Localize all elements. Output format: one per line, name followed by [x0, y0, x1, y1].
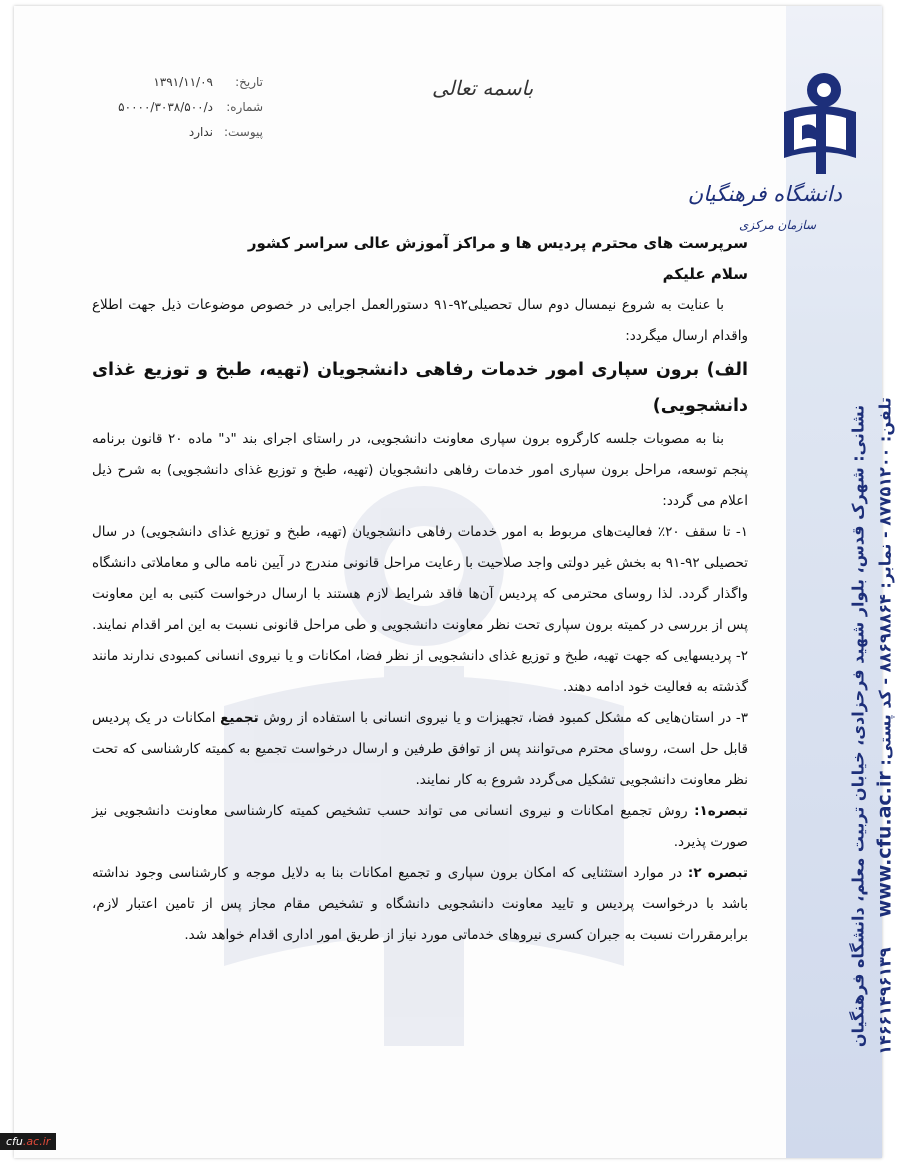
item-1: ۱- تا سقف ۲۰٪ فعالیت‌های مربوط به امور خدمات رفاهی دانشجویان (تهیه، طبخ و توزیع غذای دانشجویی) در سال تحصیلی ۹۲-۹۱ به بخش غیر دولتی واجد صلاحیت با رعایت مراحل قانونی مندرج در آیین نامه مالی و معاملاتی دانشگاه واگذار گردد. لذا روسای محترمی که پردیس آن‌ها فاقد شرایط لازم هستند با ارسال درخواست کتبی به این معاونت پس از بررسی در کمیته برون سپاری تحت نظر معاونت دانشجویی و طی مراحل قانونی نسبت به این امر اقدام نمایند.: [92, 524, 749, 633]
badge-main: cfu: [6, 1135, 23, 1148]
letter-meta: [78, 70, 263, 145]
date-label: تاریخ:: [235, 75, 263, 89]
date-value: ۱۳۹۱/۱۱/۰۹: [153, 75, 213, 89]
website-link[interactable]: www.cfu.ac.ir: [873, 771, 896, 918]
basmala: باسمه تعالی: [432, 76, 534, 100]
phone-line: [874, 397, 896, 1055]
site-badge[interactable]: [0, 1133, 56, 1150]
greeting: سلام علیکم: [662, 265, 748, 283]
attachment-label: پیوست:: [223, 125, 263, 139]
letter-page: [14, 6, 896, 1158]
badge-accent: .ac.ir: [22, 1135, 51, 1148]
university-name: دانشگاه فرهنگیان: [687, 182, 842, 206]
university-logo-icon: [780, 66, 860, 176]
university-subtitle: سازمان مرکزی: [739, 218, 816, 232]
item-2: ۲- پردیسهایی که جهت تهیه، طبخ و توزیع غذای دانشجویی از نظر فضا، امکانات و یا نیروی انسانی کمبودی ندارند مانند گذشته به فعالیت خود ادامه دهند.: [92, 648, 748, 695]
section-a-title: الف) برون سپاری امور خدمات رفاهی دانشجویان (تهیه، طبخ و توزیع غذای دانشجویی): [92, 360, 748, 416]
date-row: [78, 70, 263, 95]
note-1-text: روش تجمیع امکانات و نیروی انسانی می تواند حسب تشخیص کمیته کارشناسی معاونت دانشجویی نیز صورت پذیرد.: [92, 803, 748, 850]
item-3-part2: امکانات در یک پردیس قابل حل است، روسای محترم می‌توانند پس از توافق طرفین و ارسال درخواست تجمیع به کمیته کارشناسی که تحت نظر معاونت دانشجویی تشکیل می‌گردد شروع به کار نمایند.: [92, 710, 748, 788]
addressee: سرپرست های محترم پردیس ها و مراکز آموزش عالی سراسر کشور: [247, 234, 748, 252]
item-3-bold: تجمیع: [220, 710, 259, 726]
item-3-part1: ۳- در استان‌هایی که مشکل کمبود فضا، تجهیزات و یا نیروی انسانی با استفاده از روش: [263, 710, 748, 726]
note-2-label: تبصره ۲:: [687, 865, 749, 881]
item-3: [92, 703, 748, 796]
note-1: [92, 796, 748, 858]
letterhead-contact: [849, 397, 896, 1055]
address-text: نشانی: شهرک قدس، بلوار شهید فرحزادی، خیابان تربیت معلم، دانشگاه فرهنگیان: [848, 404, 868, 1048]
number-value: د/۵۰۰۰۰/۳۰۳۸/۵۰۰: [118, 100, 213, 114]
attachment-row: [78, 120, 263, 145]
note-2: [92, 858, 748, 951]
phone-text: تلفن: ۸۷۷۵۱۲۰۰ - نمابر: ۸۸۶۹۸۸۶۴ - کد پستی: ۱۴۶۶۱۴۹۶۱۳۹: [875, 397, 895, 1055]
letter-body: [92, 228, 748, 951]
note-2-text: در موارد استثنایی که امکان برون سپاری و تجمیع امکانات بنا به دلایل موجه و کارشناسی وجود نداشته باشد با درخواست پردیس و تایید معاونت دانشجویی دانشگاه و تشخیص مقام مجاز پس از تامین اعتبار لازم، برابرمقررات نسبت به جبران کسری نیروهای خدماتی مورد نیاز از طریق امور اداری اقدام خواهد شد.: [92, 865, 748, 943]
attachment-value: ندارد: [188, 125, 213, 139]
number-row: [78, 95, 263, 120]
note-1-label: تبصره۱:: [694, 803, 748, 819]
number-label: شماره:: [226, 100, 263, 114]
intro-paragraph: با عنایت به شروع نیمسال دوم سال تحصیلی۹۲-۹۱ دستورالعمل اجرایی در خصوص موضوعات ذیل جهت اطلاع واقدام ارسال میگردد:: [92, 297, 748, 344]
section-a-body: بنا به مصوبات جلسه کارگروه برون سپاری معاونت دانشجویی، در راستای اجرای بند "د" ماده ۲۰ قانون برنامه پنجم توسعه، مراحل برون سپاری امور خدمات رفاهی دانشجویان (تهیه، طبخ و توزیع غذای دانشجویی) به شرح ذیل اعلام می گردد:: [92, 431, 748, 509]
